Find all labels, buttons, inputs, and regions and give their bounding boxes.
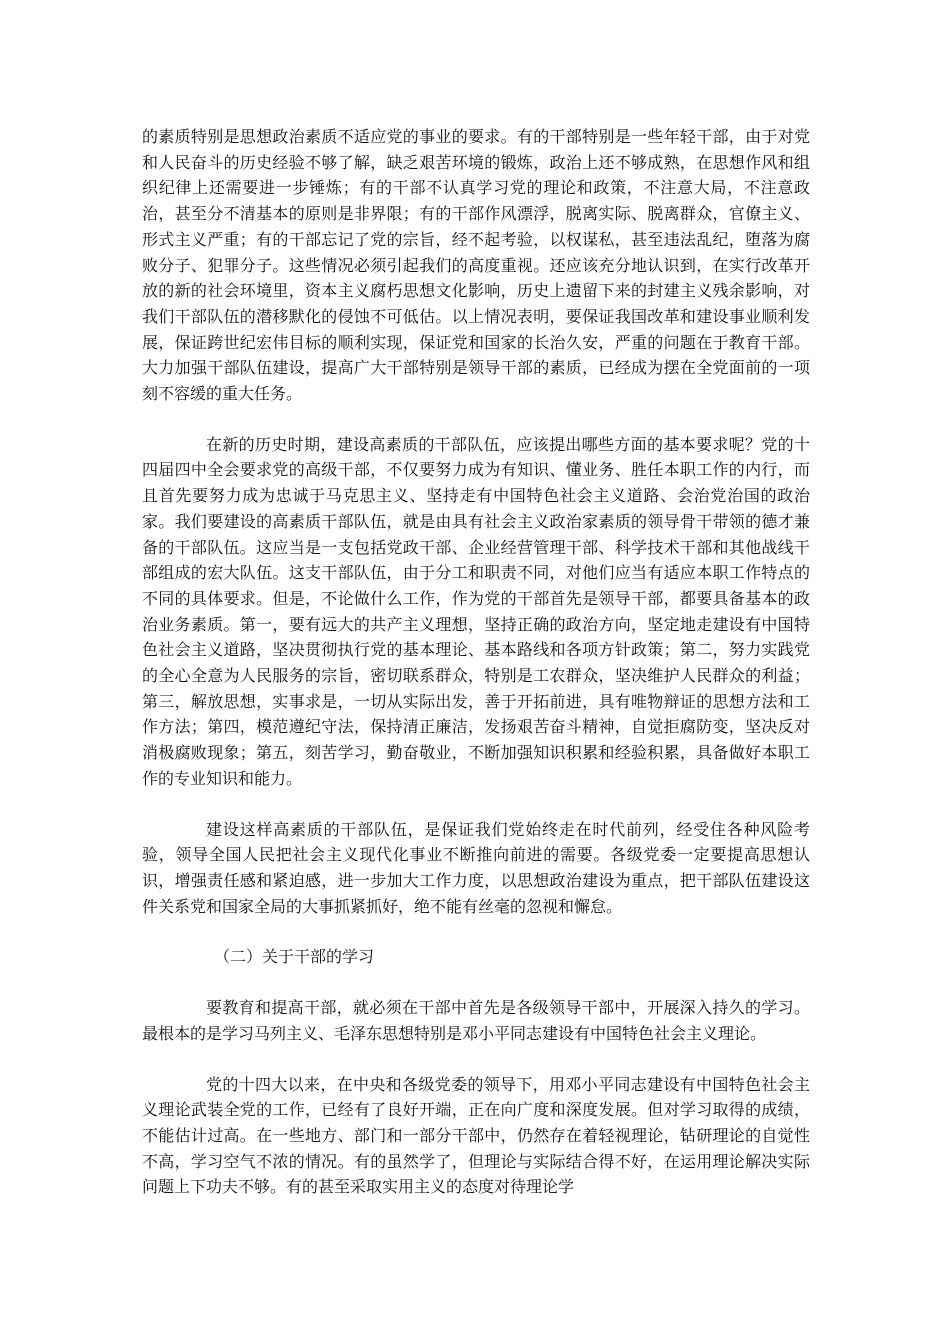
paragraph-building-cadre-team: 建设这样高素质的干部队伍，是保证我们党始终走在时代前列，经受住各种风险考验，领导全国人民把社会主义现代化事业不断推向前进的需要。各级党委一定要提高思想认识，增强责任感和紧迫感，进一步加大工作力度，以思想政治建设为重点，把干部队伍建设这件关系党和国家全局的大事抓紧抓好，绝不能有丝毫的忽视和懈怠。 (142, 819, 810, 916)
paragraph-study-theory: 要教育和提高干部，就必须在干部中首先是各级领导干部中，开展深入持久的学习。最根本的是学习马列主义、毛泽东思想特别是邓小平同志建设有中国特色社会主义理论。 (142, 998, 810, 1043)
section-heading-cadre-study: （二）关于干部的学习 (214, 947, 375, 967)
paragraph-basic-requirements: 在新的历史时期，建设高素质的干部队伍，应该提出哪些方面的基本要求呢？党的十四届四中全会要求党的高级干部，不仅要努力成为有知识、懂业务、胜任本职工作的内行，而且首先要努力成为忠诚于马克思主义、坚持走有中国特色社会主义道路、会治党治国的政治家。我们要建设的高素质干部队伍，就是由具有社会主义政治家素质的领导骨干带领的德才兼备的干部队伍。这应当是一支包括党政干部、企业经营管理干部、科学技术干部和其他战线干部组成的宏大队伍。这支干部队伍，由于分工和职责不同，对他们应当有适应本职工作特点的不同的具体要求。但是，不论做什么工作，作为党的干部首先是领导干部，都要具备基本的政治业务素质。第一，要有远大的共产主义理想，坚持正确的政治方向，坚定地走建设有中国特色社会主义道路，坚决贯彻执行党的基本理论、基本路线和各项方针政策；第二，努力实践党的全心全意为人民服务的宗旨，密切联系群众，特别是工农群众，坚决维护人民群众的利益；第三，解放思想，实事求是，一切从实际出发，善于开拓前进，具有唯物辩证的思想方法和工作方法；第四，模范遵纪守法，保持清正廉洁，发扬艰苦奋斗精神，自觉拒腐防变，坚决反对消极腐败现象；第五，刻苦学习，勤奋敬业，不断加强知识积累和经验积累，具备做好本职工作的专业知识和能力。 (142, 434, 810, 788)
document-page (142, 124, 810, 1225)
paragraph-study-progress: 党的十四大以来，在中央和各级党委的领导下，用邓小平同志建设有中国特色社会主义理论武装全党的工作，已经有了良好开端，正在向广度和深度发展。但对学习取得的成绩，不能估计过高。在一些地方、部门和一部分干部中，仍然存在着轻视理论，钻研理论的自觉性不高，学习空气不浓的情况。有的虽然学了，但理论与实际结合得不好，在运用理论解决实际问题上下功夫不够。有的甚至采取实用主义的态度对待理论学 (142, 1074, 810, 1197)
paragraph-cadre-quality-problems: 的素质特别是思想政治素质不适应党的事业的要求。有的干部特别是一些年轻干部，由于对党和人民奋斗的历史经验不够了解，缺乏艰苦环境的锻炼，政治上还不够成熟，在思想作风和组织纪律上还需要进一步锤炼；有的干部不认真学习党的理论和政策，不注意大局，不注意政治，甚至分不清基本的原则是非界限；有的干部作风漂浮，脱离实际、脱离群众，官僚主义、形式主义严重；有的干部忘记了党的宗旨，经不起考验，以权谋私，甚至违法乱纪，堕落为腐败分子、犯罪分子。这些情况必须引起我们的高度重视。还应该充分地认识到，在实行改革开放的新的社会环境里，资本主义腐朽思想文化影响，历史上遗留下来的封建主义残余影响，对我们干部队伍的潜移默化的侵蚀不可低估。以上情况表明，要保证我国改革和建设事业顺利发展，保证跨世纪宏伟目标的顺利实现，保证党和国家的长治久安，严重的问题在于教育干部。大力加强干部队伍建设，提高广大干部特别是领导干部的素质，已经成为摆在全党面前的一项刻不容缓的重大任务。 (142, 127, 810, 404)
